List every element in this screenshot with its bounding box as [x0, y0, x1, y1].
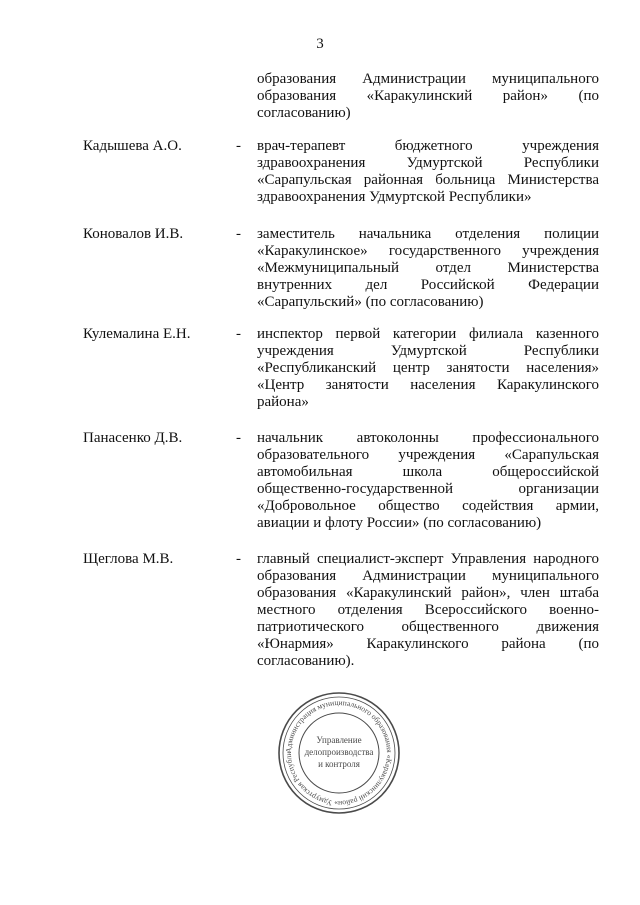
- description-line: здравоохранения Удмуртской Республики»: [257, 189, 532, 205]
- dash-separator: -: [236, 430, 241, 446]
- description-line: района»: [257, 394, 309, 410]
- description-line: главный специалист-эксперт Управления народного: [257, 551, 599, 567]
- member-name: Щеглова М.В.: [83, 551, 174, 567]
- dash-separator: -: [236, 326, 241, 342]
- continuation-line: образования «Каракулинский район» (по: [257, 88, 599, 104]
- description-line: местного отделения Всероссийского военно-: [257, 602, 599, 618]
- description-line: образования «Каракулинский район», член штаба: [257, 585, 599, 601]
- member-name: Панасенко Д.В.: [83, 430, 183, 446]
- continuation-text: [257, 71, 599, 122]
- member-description: [257, 430, 599, 532]
- description-line: авиации и флоту России» (по согласованию): [257, 515, 542, 531]
- dash-separator: -: [236, 551, 241, 567]
- dash-separator: -: [236, 138, 241, 154]
- description-line: начальник автоколонны профессионального: [257, 430, 599, 446]
- official-seal: [276, 690, 402, 816]
- member-description: [257, 326, 599, 411]
- description-line: «Центр занятости населения Каракулинского: [257, 377, 599, 393]
- seal-inner-text: Управление: [316, 735, 362, 745]
- description-line: здравоохранения Удмуртской Республики: [257, 155, 599, 171]
- description-line: «Республиканский центр занятости населения»: [257, 360, 599, 376]
- member-name: Кадышева А.О.: [83, 138, 182, 154]
- description-line: образования Администрации муниципального: [257, 568, 599, 584]
- continuation-line: согласованию): [257, 105, 351, 121]
- member-description: [257, 138, 599, 206]
- continuation-line: образования Администрации муниципального: [257, 71, 599, 87]
- description-line: согласованию).: [257, 653, 355, 669]
- page-number: 3: [316, 36, 324, 52]
- description-line: инспектор первой категории филиала казенного: [257, 326, 599, 342]
- member-description: [257, 226, 599, 311]
- member-name: Коновалов И.В.: [83, 226, 184, 242]
- description-line: общественно-государственной организации: [257, 481, 599, 497]
- description-line: заместитель начальника отделения полиции: [257, 226, 599, 242]
- description-line: «Добровольное общество содействия армии,: [257, 498, 599, 514]
- member-description: [257, 551, 599, 670]
- description-line: образовательного учреждения «Сарапульская: [257, 447, 599, 463]
- dash-separator: -: [236, 226, 241, 242]
- seal-graphic: [276, 690, 402, 816]
- seal-inner-text: делопроизводства: [304, 747, 374, 757]
- description-line: учреждения Удмуртской Республики: [257, 343, 599, 359]
- description-line: «Межмуниципальный отдел Министерства: [257, 260, 599, 276]
- description-line: «Сарапульская районная больница Министерства: [257, 172, 599, 188]
- seal-inner-text: и контроля: [318, 759, 360, 769]
- description-line: патриотического общественного движения: [257, 619, 599, 635]
- member-name: Кулемалина Е.Н.: [83, 326, 191, 342]
- seal-ring-text: Администрация муниципального образования «Каракулинский район» Удмуртская Республи: [283, 697, 395, 809]
- description-line: автомобильная школа общероссийской: [257, 464, 599, 480]
- description-line: внутренних дел Российской Федерации: [257, 277, 599, 293]
- description-line: врач-терапевт бюджетного учреждения: [257, 138, 599, 154]
- description-line: «Юнармия» Каракулинского района (по: [257, 636, 599, 652]
- description-line: «Каракулинское» государственного учреждения: [257, 243, 599, 259]
- description-line: «Сарапульский» (по согласованию): [257, 294, 484, 310]
